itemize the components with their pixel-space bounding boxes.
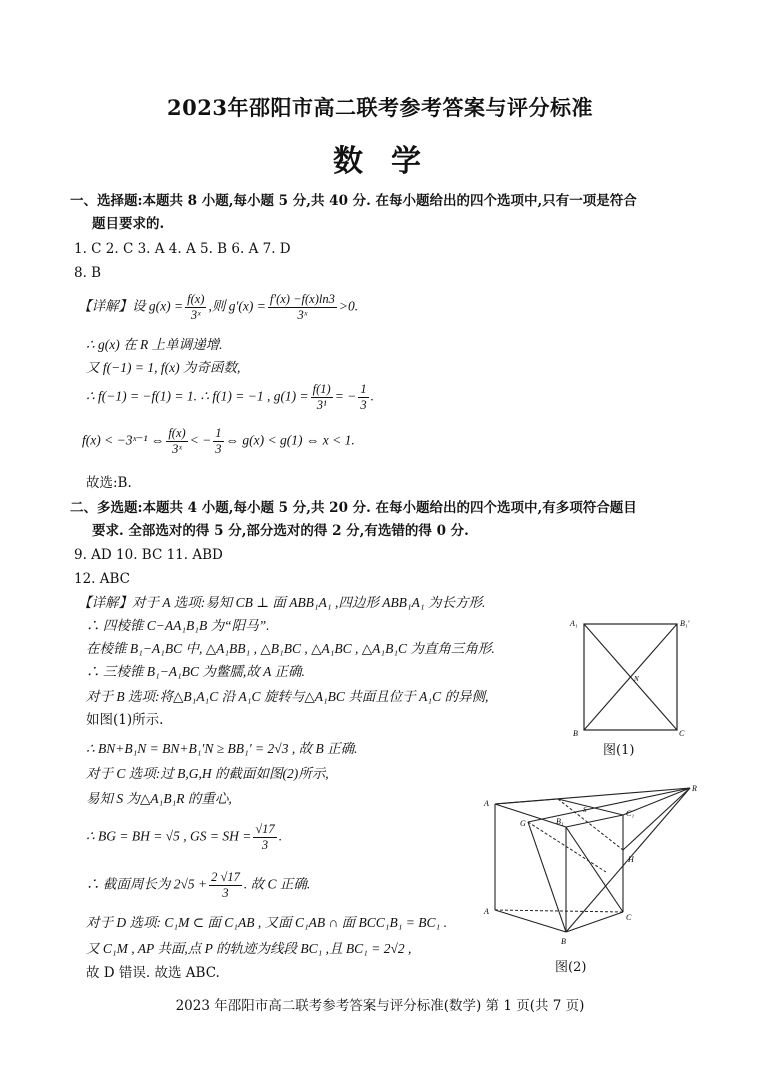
fig2-label-a-top: A xyxy=(484,799,489,808)
q12-detail-c3: ∴ BG = BH = √5 , GS = SH = $\frac{√17}{3}$ . xyxy=(86,822,283,852)
q12-detail-a2: ∴ 四棱锥 C−AA₁B₁B 为“阳马”. xyxy=(86,618,270,633)
q12-detail-c4: ∴ 截面周长为 2√5 + $\frac{2 √17}{3}$ . 故 C 正确. xyxy=(86,870,311,900)
q12-detail-c2: 易知 S 为△A₁B₁R 的重心, xyxy=(86,791,232,806)
q8-answer: 8. B xyxy=(74,265,102,281)
section2-heading: 二、多选题:本题共 4 小题,每小题 5 分,共 20 分. 在每小题给出的四个选项中,有多项符合题目 xyxy=(70,500,637,516)
fig2-label-g: G xyxy=(520,819,526,828)
subject-title: 数学 xyxy=(333,144,449,179)
fig2-line-g-b xyxy=(528,822,566,932)
q8-detail-line5: f(x) < −3ˣ⁻¹ ⇔ $\frac{f(x)}{\text{3ˣ}}$ < − $\frac{1}{3}$ ⇔ g(x) < g(1) ⇔ x < 1. xyxy=(82,426,355,456)
q12-detail-b1: 对于 B 选项:将△B₁A₁C 沿 A₁C 旋转与△A₁BC 共面且位于 A₁C 的异侧, xyxy=(86,689,489,704)
fig1-label-a1: A₁ xyxy=(570,619,578,628)
figure-1-diagram xyxy=(566,616,700,742)
fig1-label-c: C xyxy=(679,729,685,738)
q12-detail-b3: ∴ BN+B₁N = BN+B₁′N ≥ BB₁′ = 2√3 , 故 B 正确. xyxy=(86,741,358,756)
fig2-label-c1: C₁ xyxy=(626,809,635,818)
q8-detail-line3: 又 f(−1) = 1, f(x) 为奇函数, xyxy=(86,360,241,375)
q12-detail-a3: 在棱锥 B₁−A₁BC 中, △A₁BB₁ , △B₁BC , △A₁BC , △A₁B₁C 为直角三角形. xyxy=(86,641,495,656)
fig2-label-b: B xyxy=(561,937,566,946)
fig2-label-s: S xyxy=(583,806,587,814)
fig2-label-a-bottom: A xyxy=(484,907,489,916)
q12-detail-d3: 故 D 错误. 故选 ABC. xyxy=(86,965,220,981)
fig2-label-r: R xyxy=(692,784,697,793)
q8-detail-line2: ∴ g(x) 在 R 上单调递增. xyxy=(86,337,223,352)
fig2-edge-bottom-left xyxy=(495,910,566,932)
fig2-label-c: C xyxy=(626,913,632,922)
q12-answer: 12. ABC xyxy=(74,571,131,587)
fig2-label-b1: B₁ xyxy=(556,817,564,826)
figure-2-caption: 图(2) xyxy=(555,960,587,975)
q12-detail-d1: 对于 D 选项: C₁M ⊂ 面 C₁AB , 又面 C₁AB ∩ 面 BCC₁B₁ = BC₁ . xyxy=(86,915,447,930)
fig2-edge-top-right xyxy=(566,815,623,827)
q12-detail-a1: 【详解】对于 A 选项:易知 CB ⊥ 面 ABB₁A₁ ,四边形 ABB₁A₁ 为长方形. xyxy=(78,595,486,610)
q12-detail-c1: 对于 C 选项:过 B,G,H 的截面如图(2)所示, xyxy=(86,766,329,781)
q12-detail-a4: ∴ 三棱锥 B₁−A₁BC 为鳖臑,故 A 正确. xyxy=(86,664,305,679)
fig1-label-n: N xyxy=(634,675,639,683)
q12-detail-d2: 又 C₁M , AP 共面,点 P 的轨迹为线段 BC₁ ,且 BC₁ = 2√2 , xyxy=(86,941,412,956)
figure-2-diagram xyxy=(478,782,708,952)
q8-detail-line4: ∴ f(−1) = −f(1) = 1. ∴ f(1) = −1 , g(1) = $\frac{f(1)}{\text{3¹}}$ = − $\frac{1}{3}$ . xyxy=(86,382,374,412)
fig2-line-h-r xyxy=(623,788,690,850)
fig2-line-g-s xyxy=(528,822,606,872)
page-title: 2023年邵阳市高二联考参考答案与评分标准 xyxy=(167,95,593,120)
figure-1-caption: 图(1) xyxy=(603,743,635,758)
section1-heading-cont: 题目要求的. xyxy=(92,216,165,232)
q12-detail-b2: 如图(1)所示. xyxy=(86,712,164,728)
q8-detail-line1: 【详解】设 g(x) = $\frac{f(x)}{\text{3ˣ}}$ ,则 g′(x) = $\frac{f'(x) -f(x)\ln 3}{\text{3ˣ}}$ >0. xyxy=(78,292,359,322)
q8-conclusion: 故选:B. xyxy=(86,475,132,491)
section2-answers: 9. AD 10. BC 11. ABD xyxy=(74,547,223,563)
fig2-line-a-r xyxy=(495,788,690,804)
section1-heading: 一、选择题:本题共 8 小题,每小题 5 分,共 40 分. 在每小题给出的四个选项中,只有一项是符合 xyxy=(70,193,637,209)
section1-answers: 1. C 2. C 3. A 4. A 5. B 6. A 7. D xyxy=(74,241,291,257)
fig2-label-h: H xyxy=(628,855,634,864)
section2-heading-cont: 要求. 全部选对的得 5 分,部分选对的得 2 分,有选错的得 0 分. xyxy=(92,523,469,539)
fig1-label-b1p: B₁′ xyxy=(680,619,690,628)
fig1-label-b: B xyxy=(573,729,578,738)
page-footer: 2023 年邵阳市高二联考参考答案与评分标准(数学) 第 1 页(共 7 页) xyxy=(175,998,585,1014)
